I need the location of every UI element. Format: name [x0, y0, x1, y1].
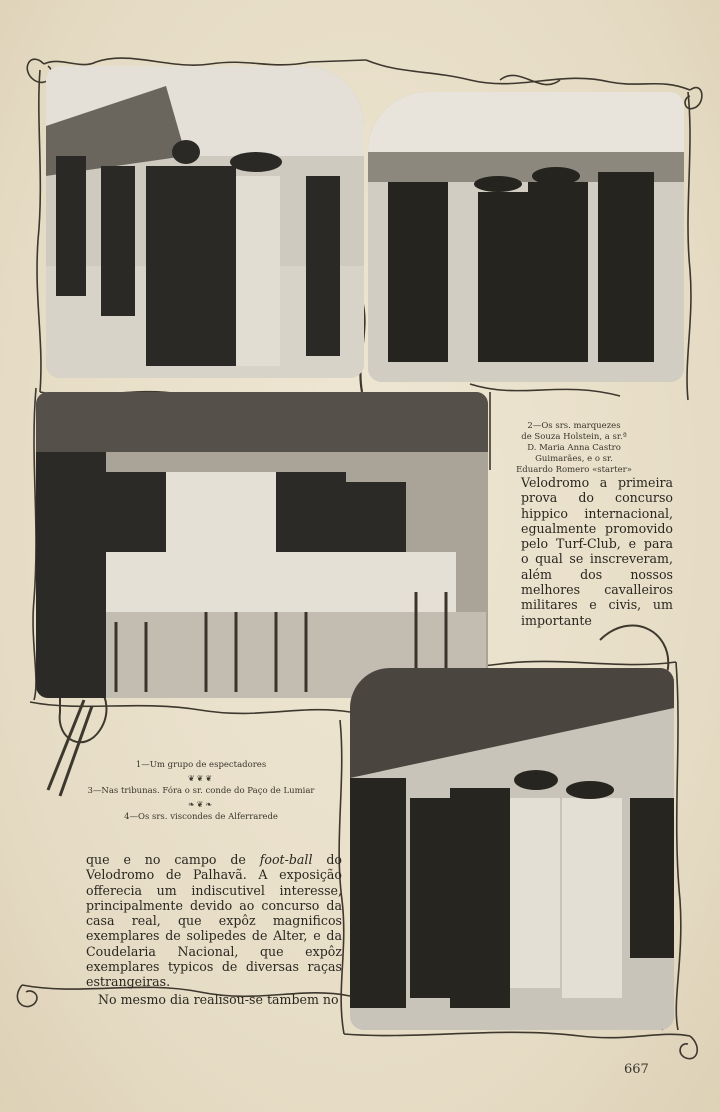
text-run: do Velodromo de Palhavã. A exposição offerecia um indiscutivel interesse, principalmente devido ao concurso da casa real, que expôz magnificos exemplares de solipedes de Alter, e da Coudelaria Nacional, que expôz exemplares typicos de diversas raças estrangeiras.: [86, 852, 342, 990]
caption-line: 2—Os srs. marquezes: [527, 421, 621, 431]
photo-tribunes: [36, 392, 488, 698]
captions-left: [66, 760, 336, 823]
page-number: 667: [624, 1062, 649, 1077]
caption-line: de Souza Holstein, a sr.ª: [521, 432, 627, 442]
caption-photo-1: 1—Um grupo de espectadores: [135, 760, 267, 770]
photo-spectators-group: [46, 66, 364, 378]
caption-line: Eduardo Romero «starter»: [516, 465, 632, 475]
caption-photo-4: 4—Os srs. viscondes de Alferrarede: [124, 812, 278, 822]
paragraph: Velodromo a primeira prova do concurso hippico internacional, egualmente promovido pelo Turf-Club, e para o qual se inscreveram, além dos nossos melhores cavalleiros militares e civis, um importante: [521, 475, 673, 628]
paragraph: No mesmo dia realisou-se tambem no: [98, 991, 339, 1007]
caption-photo-2: [494, 421, 654, 476]
article-text-right: [521, 475, 673, 628]
ornament-divider: ❧❦❧: [187, 800, 215, 809]
text-run: que e no campo de: [86, 852, 260, 867]
italic-term: foot-ball: [259, 852, 313, 867]
caption-line: Guimarães, e o sr.: [535, 454, 613, 464]
caption-photo-3: 3—Nas tribunas. Fóra o sr. conde do Paço de Lumiar: [87, 786, 315, 796]
article-text-left: [86, 852, 342, 1007]
caption-line: D. Maria Anna Castro: [527, 443, 621, 453]
ornament-divider: ❦❦❦: [187, 774, 215, 783]
paragraph: [86, 852, 342, 990]
photo-viscounts: [350, 668, 674, 1030]
photo-marquis-group: [368, 92, 684, 382]
